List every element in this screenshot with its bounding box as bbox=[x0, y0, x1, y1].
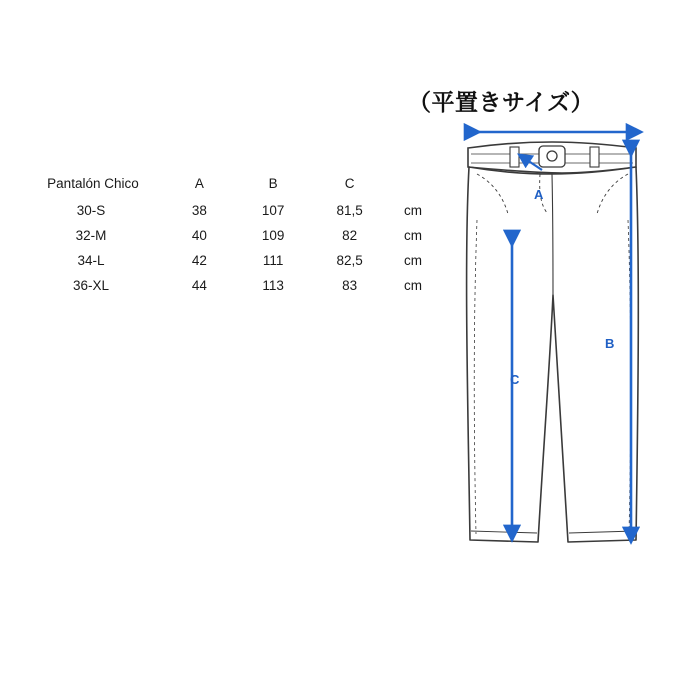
dimension-label-a: A bbox=[534, 187, 544, 202]
row-size: 36-XL bbox=[72, 278, 109, 293]
table-header-row bbox=[18, 168, 438, 198]
size-table bbox=[18, 168, 438, 298]
row-a: 44 bbox=[191, 278, 207, 293]
row-c: 81,5 bbox=[336, 203, 363, 218]
row-b: 111 bbox=[262, 253, 284, 268]
row-c: 82,5 bbox=[336, 253, 363, 268]
row-b: 107 bbox=[261, 203, 285, 218]
row-unit: cm bbox=[404, 228, 423, 243]
page-title: （平置きサイズ） bbox=[408, 89, 595, 115]
row-unit: cm bbox=[404, 203, 423, 218]
table-header-name: Pantalón Chico bbox=[47, 175, 139, 191]
table-header-b: B bbox=[268, 175, 278, 191]
row-size: 32-M bbox=[75, 228, 107, 243]
row-c: 83 bbox=[342, 278, 358, 293]
table-header-c: C bbox=[344, 175, 355, 191]
trousers-diagram bbox=[440, 110, 690, 580]
table-header-a: A bbox=[194, 175, 204, 191]
table-body bbox=[18, 198, 438, 298]
waistband bbox=[468, 142, 636, 173]
table-header-unit bbox=[388, 168, 438, 198]
table-row bbox=[18, 248, 438, 273]
table-row bbox=[18, 273, 438, 298]
row-a: 42 bbox=[191, 253, 207, 268]
trouser-body bbox=[467, 167, 639, 542]
table-row bbox=[18, 223, 438, 248]
row-b: 109 bbox=[261, 228, 285, 243]
row-unit: cm bbox=[404, 253, 423, 268]
table-header bbox=[18, 168, 438, 198]
row-c: 82 bbox=[342, 228, 358, 243]
row-b: 113 bbox=[262, 278, 284, 293]
row-unit: cm bbox=[404, 278, 423, 293]
table-row bbox=[18, 198, 438, 223]
row-size: 34-L bbox=[77, 253, 105, 268]
row-size: 30-S bbox=[76, 203, 106, 218]
row-a: 40 bbox=[191, 228, 207, 243]
row-a: 38 bbox=[191, 203, 207, 218]
dimension-label-b: B bbox=[605, 336, 615, 351]
dimension-label-c: C bbox=[510, 372, 520, 387]
